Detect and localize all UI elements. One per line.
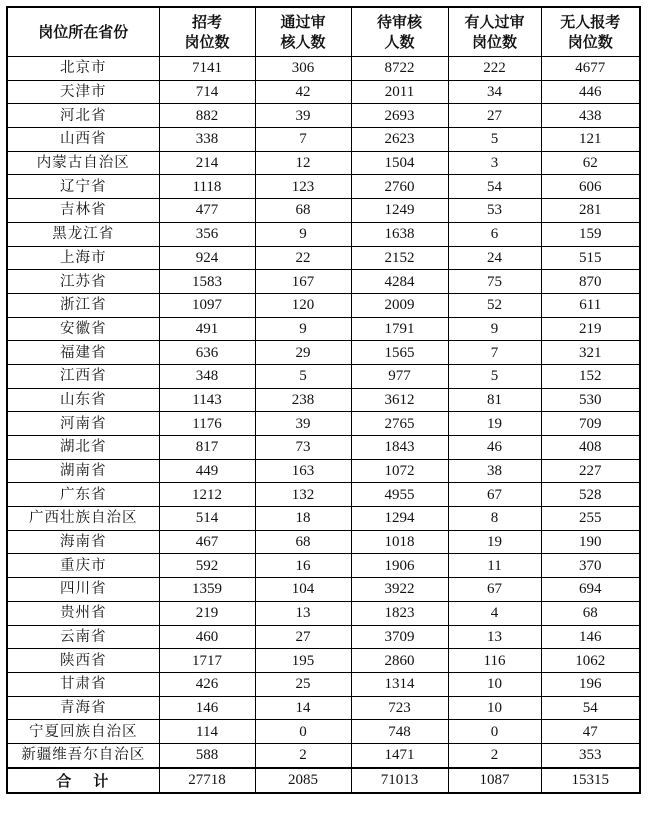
header-pending xyxy=(351,7,448,57)
cell-passed: 195 xyxy=(255,649,351,673)
cell-positions: 1717 xyxy=(159,649,255,673)
cell-with-passed: 116 xyxy=(448,649,541,673)
cell-province: 广东省 xyxy=(7,483,159,507)
cell-no-applicants: 370 xyxy=(541,554,640,578)
table-row xyxy=(7,578,640,602)
cell-province: 贵州省 xyxy=(7,601,159,625)
cell-with-passed: 2 xyxy=(448,743,541,767)
table-row xyxy=(7,175,640,199)
cell-no-applicants: 54 xyxy=(541,696,640,720)
header-no-applicants xyxy=(541,7,640,57)
cell-no-applicants: 1062 xyxy=(541,649,640,673)
cell-no-applicants: 709 xyxy=(541,412,640,436)
cell-province: 福建省 xyxy=(7,341,159,365)
cell-passed: 25 xyxy=(255,672,351,696)
cell-with-passed: 3 xyxy=(448,151,541,175)
cell-with-passed: 4 xyxy=(448,601,541,625)
cell-no-applicants: 146 xyxy=(541,625,640,649)
total-positions: 27718 xyxy=(159,768,255,793)
cell-passed: 22 xyxy=(255,246,351,270)
cell-no-applicants: 227 xyxy=(541,459,640,483)
cell-pending: 977 xyxy=(351,364,448,388)
cell-no-applicants: 47 xyxy=(541,720,640,744)
cell-pending: 2011 xyxy=(351,80,448,104)
header-no-applicants-line2: 岗位数 xyxy=(567,33,613,51)
cell-no-applicants: 62 xyxy=(541,151,640,175)
header-row xyxy=(7,7,640,57)
cell-pending: 4284 xyxy=(351,270,448,294)
cell-pending: 1565 xyxy=(351,341,448,365)
table-row xyxy=(7,317,640,341)
cell-no-applicants: 606 xyxy=(541,175,640,199)
statistics-table xyxy=(6,6,641,794)
table-row xyxy=(7,459,640,483)
cell-positions: 514 xyxy=(159,507,255,531)
cell-province: 北京市 xyxy=(7,57,159,81)
cell-province: 甘肃省 xyxy=(7,672,159,696)
cell-no-applicants: 159 xyxy=(541,222,640,246)
cell-positions: 7141 xyxy=(159,57,255,81)
table-row xyxy=(7,696,640,720)
cell-pending: 1314 xyxy=(351,672,448,696)
table-row xyxy=(7,270,640,294)
cell-province: 青海省 xyxy=(7,696,159,720)
cell-no-applicants: 4677 xyxy=(541,57,640,81)
cell-no-applicants: 528 xyxy=(541,483,640,507)
cell-province: 浙江省 xyxy=(7,293,159,317)
cell-with-passed: 5 xyxy=(448,364,541,388)
cell-with-passed: 6 xyxy=(448,222,541,246)
cell-positions: 1212 xyxy=(159,483,255,507)
cell-positions: 477 xyxy=(159,199,255,223)
header-passed xyxy=(255,7,351,57)
cell-with-passed: 13 xyxy=(448,625,541,649)
cell-passed: 29 xyxy=(255,341,351,365)
table-row xyxy=(7,412,640,436)
cell-with-passed: 34 xyxy=(448,80,541,104)
cell-passed: 14 xyxy=(255,696,351,720)
header-with-passed-line1: 有人过审 xyxy=(464,13,525,31)
header-with-passed-line2: 岗位数 xyxy=(471,33,517,51)
cell-positions: 219 xyxy=(159,601,255,625)
cell-positions: 146 xyxy=(159,696,255,720)
cell-positions: 1097 xyxy=(159,293,255,317)
cell-passed: 5 xyxy=(255,364,351,388)
cell-passed: 18 xyxy=(255,507,351,531)
table-row xyxy=(7,720,640,744)
cell-positions: 491 xyxy=(159,317,255,341)
table-row xyxy=(7,293,640,317)
cell-province: 新疆维吾尔自治区 xyxy=(7,743,159,767)
cell-pending: 723 xyxy=(351,696,448,720)
cell-no-applicants: 530 xyxy=(541,388,640,412)
cell-with-passed: 27 xyxy=(448,104,541,128)
cell-passed: 123 xyxy=(255,175,351,199)
cell-province: 辽宁省 xyxy=(7,175,159,199)
cell-pending: 3709 xyxy=(351,625,448,649)
cell-province: 云南省 xyxy=(7,625,159,649)
cell-with-passed: 19 xyxy=(448,412,541,436)
table-row xyxy=(7,222,640,246)
cell-passed: 42 xyxy=(255,80,351,104)
cell-passed: 68 xyxy=(255,530,351,554)
cell-no-applicants: 68 xyxy=(541,601,640,625)
cell-pending: 1791 xyxy=(351,317,448,341)
cell-pending: 3612 xyxy=(351,388,448,412)
cell-passed: 12 xyxy=(255,151,351,175)
cell-passed: 104 xyxy=(255,578,351,602)
cell-province: 上海市 xyxy=(7,246,159,270)
header-pending-line2: 人数 xyxy=(384,33,415,51)
cell-passed: 9 xyxy=(255,222,351,246)
header-no-applicants-line1: 无人报考 xyxy=(560,13,621,31)
table-row xyxy=(7,388,640,412)
cell-with-passed: 7 xyxy=(448,341,541,365)
cell-no-applicants: 281 xyxy=(541,199,640,223)
header-positions-line1: 招考 xyxy=(191,13,222,31)
cell-no-applicants: 255 xyxy=(541,507,640,531)
total-pending: 71013 xyxy=(351,768,448,793)
cell-passed: 16 xyxy=(255,554,351,578)
header-positions-line2: 岗位数 xyxy=(184,33,230,51)
cell-province: 天津市 xyxy=(7,80,159,104)
cell-positions: 1118 xyxy=(159,175,255,199)
cell-province: 广西壮族自治区 xyxy=(7,507,159,531)
cell-province: 安徽省 xyxy=(7,317,159,341)
cell-province: 湖南省 xyxy=(7,459,159,483)
cell-positions: 636 xyxy=(159,341,255,365)
cell-with-passed: 53 xyxy=(448,199,541,223)
cell-no-applicants: 438 xyxy=(541,104,640,128)
cell-positions: 460 xyxy=(159,625,255,649)
cell-pending: 1504 xyxy=(351,151,448,175)
cell-pending: 1072 xyxy=(351,459,448,483)
cell-with-passed: 67 xyxy=(448,578,541,602)
cell-with-passed: 11 xyxy=(448,554,541,578)
cell-no-applicants: 121 xyxy=(541,128,640,152)
header-passed-line2: 核人数 xyxy=(280,33,326,51)
cell-passed: 39 xyxy=(255,104,351,128)
cell-passed: 0 xyxy=(255,720,351,744)
cell-no-applicants: 196 xyxy=(541,672,640,696)
cell-positions: 924 xyxy=(159,246,255,270)
table-header xyxy=(7,7,640,57)
cell-positions: 449 xyxy=(159,459,255,483)
cell-province: 湖北省 xyxy=(7,436,159,460)
cell-with-passed: 52 xyxy=(448,293,541,317)
table-row xyxy=(7,151,640,175)
cell-pending: 1906 xyxy=(351,554,448,578)
table-row xyxy=(7,507,640,531)
cell-pending: 1018 xyxy=(351,530,448,554)
header-pending-line1: 待审核 xyxy=(376,13,422,31)
cell-with-passed: 81 xyxy=(448,388,541,412)
cell-pending: 1843 xyxy=(351,436,448,460)
cell-province: 宁夏回族自治区 xyxy=(7,720,159,744)
cell-no-applicants: 446 xyxy=(541,80,640,104)
table-row xyxy=(7,341,640,365)
total-row xyxy=(7,768,640,793)
cell-positions: 817 xyxy=(159,436,255,460)
cell-pending: 3922 xyxy=(351,578,448,602)
cell-with-passed: 10 xyxy=(448,696,541,720)
cell-province: 陕西省 xyxy=(7,649,159,673)
header-positions xyxy=(159,7,255,57)
cell-pending: 2760 xyxy=(351,175,448,199)
cell-province: 黑龙江省 xyxy=(7,222,159,246)
cell-no-applicants: 321 xyxy=(541,341,640,365)
cell-positions: 882 xyxy=(159,104,255,128)
cell-with-passed: 8 xyxy=(448,507,541,531)
cell-with-passed: 24 xyxy=(448,246,541,270)
cell-pending: 1294 xyxy=(351,507,448,531)
cell-passed: 7 xyxy=(255,128,351,152)
table-row xyxy=(7,80,640,104)
table-row xyxy=(7,649,640,673)
table-body xyxy=(7,57,640,768)
cell-with-passed: 38 xyxy=(448,459,541,483)
cell-province: 河北省 xyxy=(7,104,159,128)
table-row xyxy=(7,672,640,696)
header-with-passed xyxy=(448,7,541,57)
cell-passed: 120 xyxy=(255,293,351,317)
cell-pending: 2009 xyxy=(351,293,448,317)
cell-positions: 1176 xyxy=(159,412,255,436)
table-row xyxy=(7,199,640,223)
table-row xyxy=(7,743,640,767)
table-row xyxy=(7,57,640,81)
cell-passed: 238 xyxy=(255,388,351,412)
cell-positions: 114 xyxy=(159,720,255,744)
table-row xyxy=(7,246,640,270)
cell-with-passed: 67 xyxy=(448,483,541,507)
table-row xyxy=(7,530,640,554)
cell-no-applicants: 611 xyxy=(541,293,640,317)
cell-with-passed: 222 xyxy=(448,57,541,81)
cell-no-applicants: 694 xyxy=(541,578,640,602)
cell-province: 河南省 xyxy=(7,412,159,436)
cell-passed: 73 xyxy=(255,436,351,460)
cell-positions: 592 xyxy=(159,554,255,578)
header-passed-line1: 通过审 xyxy=(280,13,326,31)
table-row xyxy=(7,554,640,578)
cell-pending: 1249 xyxy=(351,199,448,223)
cell-passed: 13 xyxy=(255,601,351,625)
table-row xyxy=(7,128,640,152)
cell-pending: 4955 xyxy=(351,483,448,507)
cell-pending: 2860 xyxy=(351,649,448,673)
cell-province: 山东省 xyxy=(7,388,159,412)
cell-pending: 1471 xyxy=(351,743,448,767)
cell-pending: 8722 xyxy=(351,57,448,81)
cell-passed: 27 xyxy=(255,625,351,649)
total-passed: 2085 xyxy=(255,768,351,793)
cell-province: 江西省 xyxy=(7,364,159,388)
cell-pending: 2693 xyxy=(351,104,448,128)
cell-positions: 214 xyxy=(159,151,255,175)
cell-province: 山西省 xyxy=(7,128,159,152)
cell-no-applicants: 515 xyxy=(541,246,640,270)
total-with-passed: 1087 xyxy=(448,768,541,793)
cell-positions: 1143 xyxy=(159,388,255,412)
cell-positions: 1583 xyxy=(159,270,255,294)
cell-with-passed: 54 xyxy=(448,175,541,199)
cell-positions: 467 xyxy=(159,530,255,554)
cell-positions: 356 xyxy=(159,222,255,246)
cell-pending: 1823 xyxy=(351,601,448,625)
table-row xyxy=(7,104,640,128)
cell-province: 吉林省 xyxy=(7,199,159,223)
cell-pending: 2765 xyxy=(351,412,448,436)
cell-with-passed: 0 xyxy=(448,720,541,744)
cell-passed: 163 xyxy=(255,459,351,483)
cell-province: 江苏省 xyxy=(7,270,159,294)
cell-positions: 588 xyxy=(159,743,255,767)
cell-positions: 1359 xyxy=(159,578,255,602)
cell-pending: 2623 xyxy=(351,128,448,152)
cell-positions: 426 xyxy=(159,672,255,696)
cell-pending: 748 xyxy=(351,720,448,744)
table-footer xyxy=(7,768,640,793)
cell-with-passed: 10 xyxy=(448,672,541,696)
header-province: 岗位所在省份 xyxy=(7,7,159,57)
cell-positions: 714 xyxy=(159,80,255,104)
total-label: 合计 xyxy=(7,768,159,793)
cell-province: 重庆市 xyxy=(7,554,159,578)
cell-with-passed: 46 xyxy=(448,436,541,460)
total-no-applicants: 15315 xyxy=(541,768,640,793)
cell-passed: 9 xyxy=(255,317,351,341)
cell-province: 四川省 xyxy=(7,578,159,602)
table-row xyxy=(7,625,640,649)
table-row xyxy=(7,483,640,507)
cell-with-passed: 9 xyxy=(448,317,541,341)
cell-with-passed: 5 xyxy=(448,128,541,152)
cell-passed: 2 xyxy=(255,743,351,767)
table-row xyxy=(7,601,640,625)
cell-passed: 39 xyxy=(255,412,351,436)
cell-passed: 167 xyxy=(255,270,351,294)
cell-positions: 348 xyxy=(159,364,255,388)
cell-with-passed: 75 xyxy=(448,270,541,294)
cell-passed: 132 xyxy=(255,483,351,507)
cell-no-applicants: 870 xyxy=(541,270,640,294)
cell-no-applicants: 408 xyxy=(541,436,640,460)
cell-passed: 306 xyxy=(255,57,351,81)
cell-pending: 1638 xyxy=(351,222,448,246)
cell-no-applicants: 190 xyxy=(541,530,640,554)
table-row xyxy=(7,364,640,388)
cell-passed: 68 xyxy=(255,199,351,223)
cell-pending: 2152 xyxy=(351,246,448,270)
cell-with-passed: 19 xyxy=(448,530,541,554)
cell-province: 海南省 xyxy=(7,530,159,554)
table-row xyxy=(7,436,640,460)
cell-province: 内蒙古自治区 xyxy=(7,151,159,175)
cell-no-applicants: 353 xyxy=(541,743,640,767)
cell-no-applicants: 152 xyxy=(541,364,640,388)
cell-positions: 338 xyxy=(159,128,255,152)
cell-no-applicants: 219 xyxy=(541,317,640,341)
